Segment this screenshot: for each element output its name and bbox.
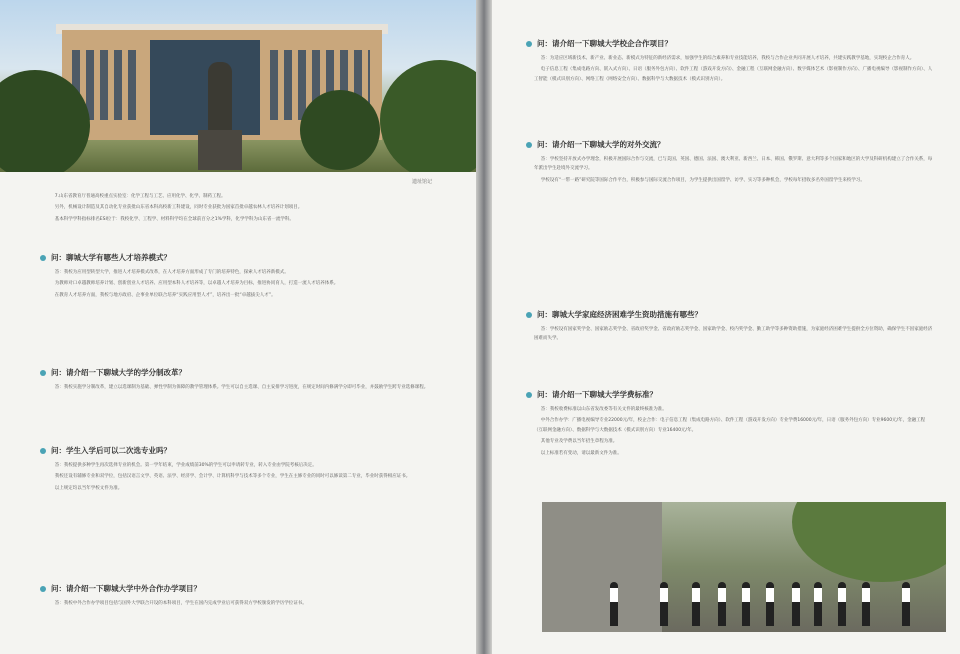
q5-heading: 问：请介绍一下聊城大学校企合作项目？	[526, 38, 672, 49]
right-page	[486, 0, 960, 654]
book-spine-gutter	[476, 0, 492, 654]
q3-heading: 问：学生入学后可以二次选专业吗？	[40, 445, 171, 456]
q8-answer: 答：我校收费标准以山东省发改委等有关文件的最终核准为准。 中外合作办学：广播电视编导专业22000元/年，校企合作：电子信息工程（集成电路方向）、软件工程（游戏开发方向）专业学费16000元/年，日语（服务外包方向）专业9600元/年，金融工程（互联网金融方向）、数据科学与大数据技术（模式识别方向）专业16400元/年。 其他专业及学费以当年招生章程为准。 以上标准若有变动，请以最新文件为准。	[534, 407, 926, 456]
bullet-dot-icon	[526, 392, 532, 398]
q4-answer: 答：我校中外合作办学项目包括与国外大学联合开设的本科项目，学生在国内完成学业后可获得双方学校颁发的学历学位证书。	[54, 601, 307, 606]
q6-answer: 答：学校坚持开放式办学理念，积极开展国际合作与交流，已与美国、英国、德国、法国、澳大利亚、新西兰、日本、韩国、俄罗斯、意大利等多个国家和地区的大学及科研机构建立了合作关系，每年派出学生赴境外交流学习。 学校设有“一带一路”研究院等国际合作平台，积极参与国际交流合作项目，为学生提供出国留学、访学、实习等多种机会，学校每年招收多名外国留学生来校学习。	[534, 157, 933, 183]
bullet-dot-icon	[526, 312, 532, 318]
q5-answer: 答：为适应区域新技术、新产业、新业态、新模式为特征的新经济需求，加强学生的综合素养和专业技能培养，我校与合作企业共同开展人才培养，共建实践教学基地，实现校企合作育人。 电子信息工程（集成电路方向、嵌入式方向）、日语（服务外包方向）、软件工程（游戏开发方向）、金融工程（互联网金融方向）、数字媒体艺术（影视制作方向）、广播电视编导（影视制作方向）、人工智能（模式识别方向）、网络工程（网络安全方向）、数据科学与大数据技术（模式识别方向）。	[534, 56, 933, 82]
bullet-dot-icon	[40, 370, 46, 376]
q2-answer: 答：我校实施学分制改革，建立以选课制为基础、弹性学制为保障的教学管理体系。学生可以自主选课、自主安排学习进度，在规定时间内修满学分即可毕业，并鼓励学生跨专业选修课程。	[54, 385, 429, 390]
q2-heading: 问：请介绍一下聊城大学的学分制改革？	[40, 367, 186, 378]
q1-heading: 问：聊城大学有哪些人才培养模式？	[40, 252, 171, 263]
q4-heading: 问：请介绍一下聊城大学中外合作办学项目？	[40, 583, 201, 594]
bullet-dot-icon	[526, 142, 532, 148]
bullet-dot-icon	[40, 586, 46, 592]
q8-heading: 问：请介绍一下聊城大学学费标准？	[526, 389, 657, 400]
intro-text: 7.山东省教育厅普通高校重点实验室：化学工程与工艺、应用化学、化学、制药工程。 另外，机械设计制造及其自动化专业获批山东省本科高校新工科建设，同时专业获批为国家首批卓越农林人才培养计划项目。 基本科学学科指标排名ESI位于：我校化学、工程学、材料科学均在全球前百分之1%学科，化学学科为山东省一流学科。	[54, 194, 303, 222]
bullet-dot-icon	[526, 41, 532, 47]
students-group-photo	[542, 502, 946, 632]
campus-building-photo	[0, 0, 482, 172]
q7-answer: 答：学校设有国家奖学金、国家励志奖学金、省政府奖学金、省政府励志奖学金、国家助学金、校内奖学金、勤工助学等多种资助措施，为家庭经济困难学生提供全方位资助，确保学生不因家庭经济困难而失学。	[534, 327, 933, 342]
q3-answer: 答：我校提供多种学生再次选择专业的机会。第一学年结束，学业成绩前30%的学生可以申请转专业，转入专业由学院考核后决定。 我校还设有辅修专业和双学位，包括汉语言文学、英语、法学、经济学、会计学、计算机科学与技术等多个专业，学生在主修专业的同时可以修读第二专业，毕业时获得相应证书。 以上规定均以当年学校文件为准。	[54, 463, 411, 491]
bullet-dot-icon	[40, 448, 46, 454]
q1-answer: 答：我校为应用型转型大学，推进人才培养模式改革，在人才培养方面形成了专门的培养特色，探索人才培养新模式。 为教师对口卓越教师培养计划、创新创业人才培养、应用型本科人才培养等，以卓越人才培养为目标，推进协同育人，打造一流人才培养体系。 在教育人才培养方面，我校与地方政府、企事业单位联合培养“实践应用型人才”，培养出一批“卓越拔尖人才”。	[54, 270, 339, 298]
q7-heading: 问：聊城大学家庭经济困难学生资助措施有哪些？	[526, 309, 702, 320]
bullet-dot-icon	[40, 255, 46, 261]
q6-heading: 问：请介绍一下聊城大学的对外交流？	[526, 139, 665, 150]
photo-caption: 遗址馆记	[412, 179, 433, 185]
